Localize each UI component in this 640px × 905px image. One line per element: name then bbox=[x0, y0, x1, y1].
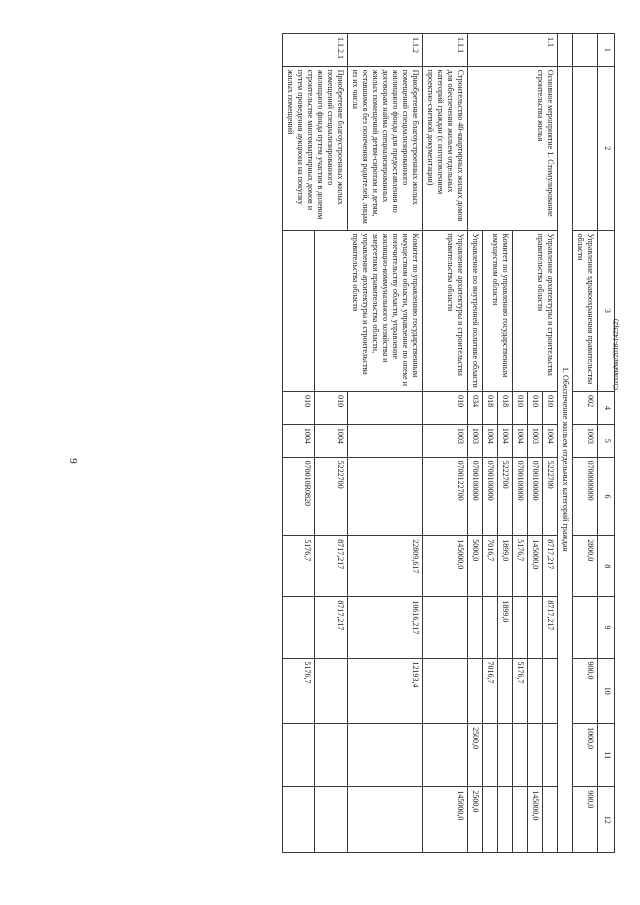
executor-cell: Управление архитектуры и строительства правительства области bbox=[513, 230, 558, 392]
cell bbox=[498, 658, 513, 724]
row-number: 1.1.2.1 bbox=[283, 34, 348, 67]
measure-description: Приобретение благоустроенных жилых помещений специализированного жилищного фонда для предоставления по договорам найма специализированных жилых помещений детям-сиротам и детям, оставшимся без попечения родителей, лицам из их числа bbox=[348, 66, 423, 230]
col-header: 1 bbox=[598, 34, 615, 67]
col-header: 9 bbox=[598, 597, 615, 658]
cell: 7016,7 bbox=[483, 658, 498, 724]
cell: 010 bbox=[423, 392, 468, 425]
cell bbox=[315, 724, 348, 787]
col-header: 4 bbox=[598, 392, 615, 425]
cell bbox=[423, 597, 468, 658]
cell: 002 bbox=[573, 392, 598, 425]
cell: 5176,7 bbox=[513, 658, 528, 724]
table-row bbox=[573, 34, 598, 853]
cell: 7016,7 bbox=[483, 536, 498, 597]
cell: 1000,0 bbox=[573, 724, 598, 787]
table-row bbox=[543, 34, 558, 853]
cell: 5222700 bbox=[498, 457, 513, 536]
cell bbox=[468, 597, 483, 658]
col-header: 3 bbox=[598, 230, 615, 392]
row-number: 1.1.1 bbox=[423, 34, 468, 67]
cell: 12193,4 bbox=[348, 658, 423, 724]
measure-description: Строительство 40-квартирных жилых домов для обеспечения жильем отдельных категорий граждан (с изготовлением проектно-сметной документации) bbox=[423, 66, 468, 230]
cell: 10616,217 bbox=[348, 597, 423, 658]
cell: 5176,7 bbox=[513, 536, 528, 597]
cell: 5222700 bbox=[543, 457, 558, 536]
cell: 2800,0 bbox=[573, 536, 598, 597]
cell: 145000,0 bbox=[423, 787, 468, 853]
executor-cell: Управление архитектуры и строительства правительства области bbox=[423, 230, 468, 392]
cell: 010 bbox=[528, 392, 543, 425]
cell bbox=[348, 724, 423, 787]
cell bbox=[543, 724, 558, 787]
row-number: 1.1 bbox=[468, 34, 558, 67]
table-row bbox=[348, 34, 423, 853]
cell: 1003 bbox=[528, 424, 543, 457]
cell: 1003 bbox=[573, 424, 598, 457]
cell: 010 bbox=[513, 392, 528, 425]
cell bbox=[348, 457, 423, 536]
section-row bbox=[558, 34, 573, 853]
executor-cell: Управление по внутренней политике области bbox=[468, 230, 483, 392]
measure-description: Приобретение благоустроенных жилых помещений специализированного жилищного фонда путем участия в долевом строительстве многоквартирных домов и путем проведения аукциона на покупку жилых помещений bbox=[283, 66, 348, 230]
cell: 5176,7 bbox=[283, 658, 316, 724]
cell: 8717,217 bbox=[315, 597, 348, 658]
cell bbox=[483, 787, 498, 853]
cell: 0700100000 bbox=[468, 457, 483, 536]
cell: 145000,0 bbox=[423, 536, 468, 597]
cell: 0700122700 bbox=[423, 457, 468, 536]
cell: 1003 bbox=[423, 424, 468, 457]
cell bbox=[315, 658, 348, 724]
col-header: 11 bbox=[598, 724, 615, 787]
cell: 5222700 bbox=[315, 457, 348, 536]
cell bbox=[348, 787, 423, 853]
cell: 900,0 bbox=[573, 787, 598, 853]
cell bbox=[543, 658, 558, 724]
col-header: 8 bbox=[598, 536, 615, 597]
cell: 0700100000 bbox=[483, 457, 498, 536]
cell: 1899,0 bbox=[498, 536, 513, 597]
cell: 145000,0 bbox=[528, 787, 543, 853]
header-row bbox=[598, 34, 615, 853]
cell: 1004 bbox=[483, 424, 498, 457]
row-number: 1.1.2 bbox=[348, 34, 423, 67]
cell: 018 bbox=[483, 392, 498, 425]
cell: 8717,217 bbox=[543, 536, 558, 597]
executor-cell: Комитет по управлению государственным имуществом области, управление по опеке и попечительству области, управление жилищно-коммунального хозяйства и энергетики правительства области, управление архитектуры и строительства правительства области bbox=[315, 230, 423, 392]
cell: 1004 bbox=[543, 424, 558, 457]
cell: 145000,0 bbox=[528, 536, 543, 597]
cell bbox=[543, 787, 558, 853]
cell: 010 bbox=[283, 392, 316, 425]
col-header: 10 bbox=[598, 658, 615, 724]
col-header: 12 bbox=[598, 787, 615, 853]
cell bbox=[528, 658, 543, 724]
table-row bbox=[423, 34, 468, 853]
budget-table bbox=[282, 33, 615, 853]
cell: 8717,217 bbox=[315, 536, 348, 597]
col-header: 2 bbox=[598, 66, 615, 230]
section-title: 1. Обеспечение жильем отдельных категорий граждан bbox=[558, 66, 573, 852]
cell: 1004 bbox=[498, 424, 513, 457]
cell bbox=[528, 724, 543, 787]
cell: 1004 bbox=[513, 424, 528, 457]
cell: 0700000000 bbox=[573, 457, 598, 536]
measure-description: Основное мероприятие 1. Стимулирование строительства жилья bbox=[468, 66, 558, 230]
executor-cell: Комитет по управлению государственным имуществом области bbox=[483, 230, 513, 392]
table-row bbox=[315, 34, 348, 853]
col-header: 5 bbox=[598, 424, 615, 457]
cell bbox=[283, 597, 316, 658]
cell bbox=[348, 392, 423, 425]
cell bbox=[283, 787, 316, 853]
cell: 5000,0 bbox=[468, 536, 483, 597]
cell: 0700100000 bbox=[513, 457, 528, 536]
executor-cell: Управление здравоохранения правительства области bbox=[573, 230, 598, 392]
cell: 2500,0 bbox=[468, 724, 483, 787]
cell: 010 bbox=[543, 392, 558, 425]
cell bbox=[498, 787, 513, 853]
cell bbox=[528, 597, 543, 658]
cell: 2500,0 bbox=[468, 787, 483, 853]
cell: 1004 bbox=[283, 424, 316, 457]
cell bbox=[483, 724, 498, 787]
cell bbox=[468, 658, 483, 724]
cell: 22809,617 bbox=[348, 536, 423, 597]
cell: 1004 bbox=[315, 424, 348, 457]
col-header: 6 bbox=[598, 457, 615, 536]
cell bbox=[513, 787, 528, 853]
cell bbox=[483, 597, 498, 658]
cell: 1899,0 bbox=[498, 597, 513, 658]
cell: 0700100000 bbox=[528, 457, 543, 536]
cell: 900,0 bbox=[573, 658, 598, 724]
cell bbox=[573, 597, 598, 658]
cell bbox=[348, 424, 423, 457]
cell: 018 bbox=[498, 392, 513, 425]
cell: 034 bbox=[468, 392, 483, 425]
page-number: 9 bbox=[67, 458, 79, 464]
cell bbox=[423, 724, 468, 787]
cell: 070010R0820 bbox=[283, 457, 316, 536]
table-container bbox=[75, 33, 615, 853]
document-code: Соловьёва/2016-1423(2) bbox=[612, 319, 620, 390]
cell bbox=[423, 658, 468, 724]
cell: 1003 bbox=[468, 424, 483, 457]
cell bbox=[498, 724, 513, 787]
cell bbox=[315, 787, 348, 853]
cell: 5176,7 bbox=[283, 536, 316, 597]
cell bbox=[513, 597, 528, 658]
cell bbox=[283, 724, 316, 787]
cell: 8717,217 bbox=[543, 597, 558, 658]
cell: 010 bbox=[315, 392, 348, 425]
cell bbox=[513, 724, 528, 787]
